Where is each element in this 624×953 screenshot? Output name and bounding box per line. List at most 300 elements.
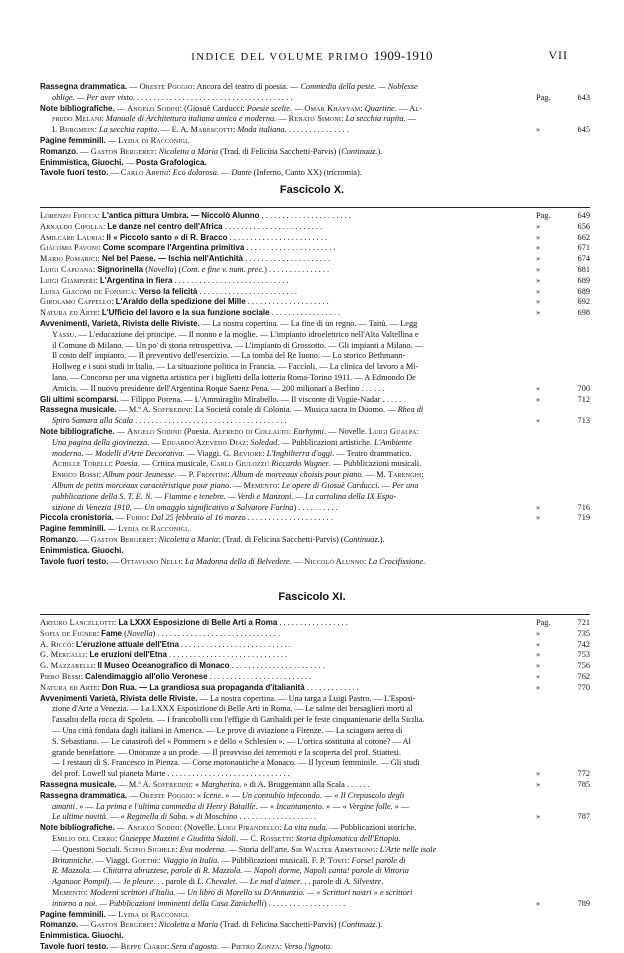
entry-title-italic: Eva moderna	[179, 844, 225, 854]
index-entry	[40, 694, 590, 705]
entry-run: :	[134, 286, 140, 296]
page-number: 721	[577, 618, 590, 627]
entry-run: :	[279, 823, 284, 833]
entry-run: :	[98, 243, 103, 253]
entry-text	[40, 557, 534, 568]
entry-text	[52, 384, 534, 395]
index-entry	[40, 791, 590, 802]
entry-author: Arturo Lancellotti	[40, 618, 115, 627]
entry-author: Omar Khayyam	[304, 103, 361, 113]
entry-page-ref	[536, 233, 590, 244]
entry-author: Furio	[126, 513, 147, 523]
entry-title-italic: Spiro Samara alla Scala	[52, 416, 134, 426]
entry-text	[40, 524, 534, 535]
entry-title-italic: Nicoletta a Maria	[158, 146, 219, 156]
entry-run: ) . . . . . . . . . . . . . . .	[264, 264, 330, 274]
index-entry-continuation	[40, 834, 590, 845]
entry-author: Sofia de Figner	[40, 628, 97, 638]
entry-run: . —	[274, 114, 289, 124]
entry-author: Memento	[52, 887, 86, 897]
entry-run: . . . . . . . . . . . . . . . . . . . . . . . . . . .	[178, 639, 291, 649]
entry-text	[52, 856, 534, 867]
entry-run: . — Teatro drammatico.	[332, 448, 412, 458]
entry-text	[52, 802, 534, 813]
entry-page-ref	[536, 672, 590, 683]
page-number: 742	[577, 639, 590, 649]
entry-page-ref	[536, 812, 590, 823]
index-entry-continuation	[40, 737, 590, 748]
entry-text	[52, 834, 534, 845]
entry-run: :	[288, 426, 294, 436]
entry-run: :	[262, 448, 267, 458]
entry-heading: Note bibliografiche.	[40, 823, 115, 833]
page-number: 735	[577, 628, 590, 638]
entry-run: :	[146, 513, 151, 523]
entry-run: . . . . . . . . . . . . .	[304, 682, 359, 692]
index-entry	[40, 211, 590, 222]
entry-author: Luisa Giacomi de Fonseca	[40, 286, 135, 296]
page-number: 785	[577, 779, 590, 789]
entry-heading: Rassegna drammatica.	[40, 790, 128, 800]
index-entry	[40, 524, 590, 535]
entry-text	[52, 416, 534, 427]
entry-text	[52, 470, 534, 481]
index-entry	[40, 661, 590, 672]
entry-title-italic: Novella	[147, 264, 174, 274]
entry-title-italic: Eco dolorosa	[172, 168, 217, 178]
entry-text	[40, 791, 534, 802]
entry-run: . — M.	[361, 470, 388, 480]
page-prefix: »	[536, 243, 541, 253]
entry-title-italic: Eurhytmi	[293, 426, 324, 436]
entry-run: —	[113, 513, 127, 523]
entry-text	[52, 769, 534, 780]
entry-author: Carlo Arpini	[120, 168, 169, 178]
section-title-fascicolo-xi: Fascicolo XI.	[278, 591, 346, 603]
entry-heading: Signorinella	[97, 264, 144, 274]
entry-run: : «	[192, 790, 204, 800]
page-number: 712	[577, 394, 590, 404]
index-entry	[40, 136, 590, 147]
entry-text	[40, 672, 534, 683]
entry-run: :	[97, 682, 102, 692]
entry-text	[52, 503, 534, 514]
fascicolo-xi-entries	[40, 618, 590, 953]
entry-author: Pietro Zonza	[231, 941, 280, 951]
entry-run: — I restauri di S. Francesco in Pienza. — Corse motonautiche a Monaco. — Il lyceum femminile. — Gli studi	[52, 758, 420, 768]
entry-author: Gaston Bergeret	[90, 146, 155, 156]
entry-heading: Il Museo Oceanografico di Monaco	[97, 661, 230, 671]
entry-run: —	[105, 524, 119, 534]
entry-run: :	[97, 211, 102, 220]
entry-text	[52, 845, 534, 856]
index-entry	[40, 546, 590, 557]
entry-run: ) . . . . . . . . . .	[293, 502, 338, 512]
entry-text	[40, 136, 534, 147]
entry-run: :	[166, 941, 172, 951]
page-number: 674	[577, 254, 590, 264]
entry-run: —	[114, 426, 128, 436]
index-entry	[40, 618, 590, 629]
entry-text	[52, 438, 534, 449]
entry-title-italic: Continuaz.	[341, 146, 378, 156]
page-number: 753	[577, 650, 590, 660]
index-entry	[40, 276, 590, 287]
entry-run: . —	[129, 502, 145, 512]
entry-page-ref	[536, 93, 590, 104]
entry-run: :	[347, 855, 352, 865]
entry-run: —	[114, 103, 128, 113]
entry-author: Al-	[409, 103, 423, 113]
index-entry-continuation	[40, 899, 590, 910]
entry-author: Lydia di Racconigi	[118, 135, 188, 145]
entry-run: .	[187, 909, 190, 919]
index-entry-continuation	[40, 704, 590, 715]
entry-heading: Posta Grafologica.	[136, 157, 207, 167]
entry-run: :	[246, 437, 251, 447]
section-title-fascicolo-x: Fascicolo X.	[279, 184, 345, 196]
entry-heading: Enimmistica. Giuochi.	[40, 545, 124, 555]
index-entry	[40, 82, 590, 93]
entry-run: grande benefattore. — Onoranze a un prode. — Il preavviso dei terremoti e la scoperta del prof. Stiattesi.	[52, 747, 402, 757]
entry-run: : (Giosuè Carducci:	[179, 103, 247, 113]
entry-run: — M.º A.	[116, 405, 153, 415]
entry-text	[52, 373, 534, 384]
entry-run: . —	[229, 480, 244, 490]
index-entry	[40, 650, 590, 661]
entry-run: . — Critica musicale,	[137, 459, 211, 469]
entry-author: Luigi Gualpa	[368, 426, 417, 436]
entry-run: .	[398, 833, 401, 843]
entry-run: —	[78, 534, 91, 544]
entry-heading: L'eruzione attuale dell'Etna	[76, 639, 179, 649]
entry-title-italic: Album de petits morceaux caractéristique pour piano	[52, 480, 230, 490]
index-entry-continuation	[40, 341, 590, 352]
index-entry	[40, 683, 590, 694]
entry-heading: Romanzo.	[40, 146, 79, 156]
entry-page-ref	[536, 618, 590, 629]
entry-author: Alfredo di Collalto	[212, 426, 289, 436]
entry-text	[40, 222, 534, 233]
entry-page-ref	[536, 899, 590, 910]
entry-text	[40, 546, 534, 557]
entry-run: —	[78, 146, 91, 156]
index-entry-continuation	[40, 877, 590, 888]
entry-page-ref	[536, 416, 590, 427]
entry-title-italic: oblige. — Per aver visto	[52, 92, 133, 102]
entry-run: :	[360, 103, 365, 113]
entry-text	[52, 715, 534, 726]
entry-run: :	[175, 844, 180, 854]
entry-page-ref	[536, 211, 590, 222]
entry-title-italic: Album pour Jeunesse	[103, 470, 175, 480]
entry-text	[40, 243, 534, 254]
entry-title-italic: di Moschino	[196, 812, 238, 822]
page-number: 713	[577, 416, 590, 426]
entry-author: Marescotti	[190, 125, 233, 135]
entry-run: —	[105, 135, 119, 145]
entry-run: :	[158, 855, 164, 865]
entry-author: Oreste Poggio	[139, 82, 193, 91]
entry-heading: Gli ultimi scomparsi.	[40, 394, 119, 404]
entry-author: Beviore	[233, 448, 263, 458]
entry-title-italic: Reginella di Saba	[126, 812, 186, 822]
entry-run: .	[187, 135, 190, 145]
entry-text	[40, 287, 534, 298]
entry-author: Piero Bessi	[40, 671, 81, 681]
index-entry	[40, 640, 590, 651]
page-prefix: »	[536, 628, 541, 638]
entry-text	[40, 910, 534, 921]
page-number: 671	[577, 243, 590, 253]
index-entry	[40, 629, 590, 640]
entry-run: :	[279, 941, 285, 951]
index-entry	[40, 395, 590, 406]
entry-text	[52, 812, 534, 823]
page-prefix: »	[536, 394, 541, 404]
entry-run: . . . . . . . . . . . . . . . . . . . . . . .	[229, 661, 325, 671]
index-entry	[40, 243, 590, 254]
entry-run: :	[93, 661, 98, 671]
entry-run: . — Viaggi. G.	[182, 448, 234, 458]
entry-run: ).	[379, 534, 385, 544]
entry-author: A. Riccò	[40, 639, 72, 649]
entry-run: :	[97, 308, 102, 318]
page-number: 716	[577, 502, 590, 512]
index-entry	[40, 513, 590, 524]
entry-run: :	[92, 264, 98, 274]
entry-heading: Pagine femminili.	[40, 909, 106, 919]
entry-run: . —	[289, 103, 305, 113]
entry-text	[40, 661, 534, 672]
entry-run: (	[122, 628, 127, 638]
page-prefix: »	[536, 661, 541, 671]
page-number: 719	[577, 513, 590, 523]
index-entry-continuation	[40, 845, 590, 856]
entry-run: . »	[185, 812, 197, 822]
entry-author: Achille Torelli	[52, 459, 111, 469]
entry-run: (Trad. di Felicina Sacchetti-Parvis) (	[218, 146, 342, 156]
running-header	[0, 48, 624, 64]
entry-title-italic: Nicoletta a Maria	[158, 920, 219, 930]
index-entry	[40, 265, 590, 276]
page-number: 700	[577, 383, 590, 393]
entry-run: . . . parole di	[300, 877, 344, 887]
entry-run: . . . . . . . . . . . . . . . . . . .	[237, 812, 317, 822]
page-number: 762	[577, 671, 590, 681]
entry-author: G. Mercalli	[40, 650, 86, 660]
entry-author: Tarenghi	[387, 470, 422, 480]
entry-text	[40, 427, 534, 438]
entry-title-italic: Moderni scrittori d'Italia. — Un libro di Morello su D'Annunzio. — « Scrittori nostri » e scrittori	[90, 887, 413, 897]
entry-page-ref	[536, 661, 590, 672]
page-prefix: »	[536, 221, 541, 231]
entry-title-italic: amanti	[52, 801, 76, 811]
entry-text	[52, 114, 534, 125]
entry-run: Amicis. — Il nuovo presidente dell'Argentina Roque Saenz Pena. — 200 milionari a Berlino . . . . . .	[52, 383, 385, 393]
entry-run: : Ancora del teatro di poesia. —	[192, 82, 301, 91]
entry-run: :	[266, 459, 272, 469]
entry-text	[40, 629, 534, 640]
entry-heading: L'Argentina in fiera	[99, 275, 173, 285]
entry-author: Soffredini	[152, 779, 191, 789]
entry-text	[52, 330, 534, 341]
entry-text	[40, 297, 534, 308]
index-entry	[40, 319, 590, 330]
entry-author: Yassu	[52, 329, 75, 339]
entry-author: Natura ed Arte	[40, 682, 98, 692]
entry-author: Carlo Giulozzi	[210, 459, 267, 469]
entry-page-ref	[536, 308, 590, 319]
entry-title-italic: Margherita	[201, 779, 240, 789]
entry-title-italic: Riccardo Wagner	[271, 459, 329, 469]
index-entry-continuation	[40, 330, 590, 341]
entry-author: G. Mazzarelli	[40, 661, 94, 671]
entry-heading: Rassegna musicale.	[40, 405, 117, 415]
index-entry	[40, 405, 590, 416]
entry-title-italic: Continuaz.	[343, 534, 380, 544]
entry-heading: Don Rua. — La grandiosa sua propaganda d'italianità	[101, 682, 305, 692]
entry-run: : (Novelle.	[179, 823, 218, 833]
entry-title-italic: La secchia rapita	[345, 114, 404, 124]
entry-text	[52, 899, 534, 910]
entry-title-italic: moderno. — Modelli d'Arte Decorativa	[52, 448, 183, 458]
index-entry	[40, 910, 590, 921]
entry-run: .	[187, 524, 190, 534]
entry-title-italic: Giuseppe Mazzini e Giuditta Sidoli	[119, 833, 236, 843]
entry-run: —	[127, 82, 140, 91]
entry-run: :	[154, 920, 159, 930]
entry-run: . . . . . . . . . . . . . . . . . . . . .	[245, 513, 333, 523]
index-entry-continuation	[40, 114, 590, 125]
entry-heading: Calendimaggio all'olio Veronese	[85, 671, 208, 681]
entry-author: Soffredini	[152, 405, 191, 415]
entry-run: —	[114, 823, 128, 833]
entry-author: Giacomo Pavoni	[40, 243, 99, 253]
entry-run: :	[232, 125, 238, 135]
entry-text	[40, 650, 534, 661]
page-number: 698	[577, 308, 590, 318]
entry-page-ref	[536, 384, 590, 395]
entry-text	[52, 492, 534, 503]
entry-heading: Le eruzioni dell'Etna	[89, 650, 167, 660]
entry-heading: Enimmistica, Giuochi.	[40, 157, 124, 167]
page-number: 649	[577, 211, 590, 220]
entry-heading: Avvenimenti, Varietà, Rivista delle Riviste.	[40, 318, 200, 328]
entry-run: . . . . . . . . . . . . . . . . . . . . .	[243, 254, 331, 264]
page-prefix: Pag.	[536, 92, 551, 102]
fascicolo-x-entries	[40, 211, 590, 567]
page-prefix: »	[536, 297, 541, 307]
entry-author: Niccolò Alunno	[304, 556, 364, 566]
entry-heading: Romanzo.	[40, 920, 79, 930]
index-entry	[40, 672, 590, 683]
top-entries	[40, 82, 590, 179]
entry-run: . — E. A.	[157, 125, 191, 135]
entry-title-italic: Le opere di Giosuè Carducci	[281, 480, 378, 490]
entry-title-italic: Incantamento	[276, 801, 322, 811]
entry-run: :	[98, 470, 104, 480]
entry-text	[40, 395, 534, 406]
entry-title-italic: L. Chevalet	[197, 877, 236, 887]
entry-run: — Questioni Sociali.	[52, 844, 124, 854]
entry-author: Ottaviano Nelli	[120, 556, 181, 566]
entry-title-italic: Per una	[391, 480, 419, 490]
entry-title-italic: Dal 25 febbraio al 16 marzo	[150, 513, 246, 523]
entry-heading: Il « Piccolo santo » di R. Bracco	[106, 232, 228, 242]
entry-run: —	[108, 168, 121, 178]
entry-author: Beppe Ciardi	[120, 941, 167, 951]
entry-run: — Una città fondata dagli italiani in America. — Le prove di aviazione a Firenze. — La sciagura aerea di	[52, 725, 403, 735]
page-prefix: »	[536, 779, 541, 789]
entry-run: . —	[216, 168, 232, 178]
page-prefix: »	[536, 416, 541, 426]
index-entry	[40, 931, 590, 942]
entry-page-ref	[536, 287, 590, 298]
entry-heading: Piccola cronistoria.	[40, 513, 114, 523]
entry-text	[40, 147, 534, 158]
entry-run: :	[111, 297, 116, 307]
entry-heading: L'antica pittura Umbra. — Niccolò Alunno	[101, 211, 260, 220]
entry-text	[52, 748, 534, 759]
index-entry-continuation	[40, 481, 590, 492]
entry-text	[40, 276, 534, 287]
entry-text	[52, 459, 534, 470]
index-entry-continuation	[40, 93, 590, 104]
entry-title-italic: Novella	[126, 628, 153, 638]
entry-run: . —	[235, 877, 250, 887]
index-entry-continuation	[40, 758, 590, 769]
entry-title-italic: Nicoletta a Maria	[158, 534, 219, 544]
entry-text	[52, 93, 534, 104]
entry-run: . —	[394, 103, 410, 113]
entry-run: . . . . . . . . . . . . . . . . . . . . . . . . . . . . .	[166, 650, 288, 660]
entry-page-ref	[536, 222, 590, 233]
entry-title-italic: Britanniche	[52, 855, 92, 865]
header-years: 1909-1910	[373, 48, 433, 63]
index-entry	[40, 780, 590, 791]
page-number: 692	[577, 297, 590, 307]
entry-run: :	[421, 470, 424, 480]
entry-text	[52, 125, 534, 136]
entry-text	[52, 449, 534, 460]
entry-run: ).	[377, 920, 383, 930]
index-entry	[40, 297, 590, 308]
entry-title-italic: Commedia della peste. — Noblesse	[300, 82, 418, 91]
entry-run: . — Novelle.	[323, 426, 369, 436]
entry-text	[40, 158, 534, 169]
entry-text	[40, 683, 534, 694]
entry-text	[40, 942, 534, 953]
entry-title-italic: Poesie scelte	[246, 103, 290, 113]
entry-run: :	[114, 833, 120, 843]
entry-run: —	[108, 556, 121, 566]
entry-title-italic: Storia diplomatica dell'Etiopia	[295, 833, 399, 843]
entry-author: Gaston Bergeret	[90, 534, 155, 544]
entry-heading: Rassegna musicale.	[40, 779, 117, 789]
entry-run: .	[423, 556, 426, 566]
entry-text	[52, 737, 534, 748]
entry-heading: Romanzo.	[40, 534, 79, 544]
entry-run: . . . . . . . . . . . . . . . . . . . . . .	[259, 211, 351, 220]
page-number: 643	[577, 92, 590, 102]
entry-title-italic: Manuale di Architettura italiana antica e moderna	[105, 114, 275, 124]
entry-text	[40, 823, 534, 834]
page-prefix: »	[536, 232, 541, 242]
entry-run: . . . . . . . . . . . . . . . . . . . . . . . .	[222, 221, 323, 231]
index-entry	[40, 942, 590, 953]
index-entry	[40, 920, 590, 931]
